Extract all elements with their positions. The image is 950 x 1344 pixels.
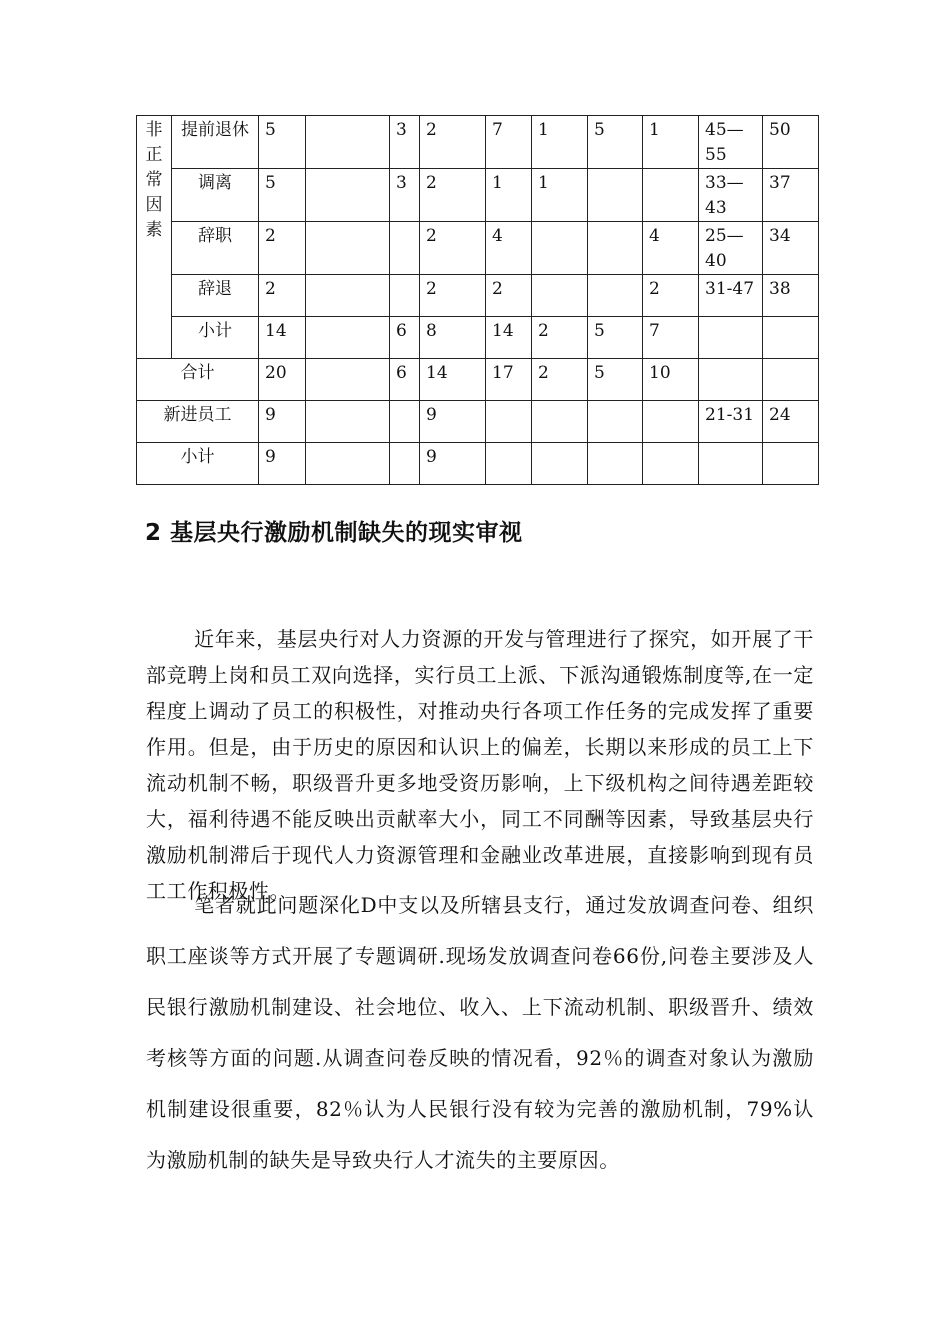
row-label: 小计 (137, 443, 259, 485)
table-cell: 4 (486, 222, 532, 275)
table-cell: 2 (643, 275, 699, 317)
table-cell: 1 (532, 116, 588, 169)
table-row (137, 317, 819, 359)
table-cell (643, 169, 699, 222)
table-row (137, 359, 819, 401)
table-cell (390, 401, 420, 443)
table-cell (588, 222, 643, 275)
table-cell: 8 (420, 317, 486, 359)
table-cell (588, 443, 643, 485)
table-cell (390, 222, 420, 275)
table-cell: 31-47 (699, 275, 763, 317)
table-cell (486, 443, 532, 485)
row-label: 提前退休 (172, 116, 259, 169)
table-cell (306, 401, 390, 443)
table-cell: 34 (763, 222, 819, 275)
table-cell (588, 401, 643, 443)
group-label-char: 素 (145, 220, 163, 240)
table-cell: 3 (390, 169, 420, 222)
row-label: 合计 (137, 359, 259, 401)
table-cell (306, 116, 390, 169)
table-cell: 17 (486, 359, 532, 401)
turnover-table (136, 115, 819, 485)
table-row (137, 443, 819, 485)
table-cell: 9 (259, 443, 306, 485)
paragraph-1 (146, 621, 814, 909)
table-row (137, 401, 819, 443)
table-cell (699, 443, 763, 485)
table-cell (306, 359, 390, 401)
table-cell (306, 443, 390, 485)
paragraph-2 (146, 880, 814, 1186)
table-cell: 50 (763, 116, 819, 169)
table-cell: 14 (259, 317, 306, 359)
table-cell: 10 (643, 359, 699, 401)
group-label-char: 正 (145, 145, 163, 165)
table-cell: 38 (763, 275, 819, 317)
table-cell (588, 275, 643, 317)
group-label-char: 非 (145, 120, 163, 140)
table-cell: 2 (420, 169, 486, 222)
group-label-char: 因 (145, 195, 163, 215)
table-cell: 2 (420, 116, 486, 169)
table-cell: 6 (390, 317, 420, 359)
table-row (137, 222, 819, 275)
table-cell (306, 169, 390, 222)
table-cell (390, 443, 420, 485)
table-cell: 5 (259, 169, 306, 222)
table-cell (532, 222, 588, 275)
table-cell: 6 (390, 359, 420, 401)
table-cell (306, 317, 390, 359)
table-cell: 1 (532, 169, 588, 222)
table-cell (390, 275, 420, 317)
table-cell (763, 443, 819, 485)
table-cell (306, 275, 390, 317)
row-label: 辞退 (172, 275, 259, 317)
row-label: 调离 (172, 169, 259, 222)
table-cell: 2 (259, 222, 306, 275)
table-cell (699, 359, 763, 401)
section-heading: 2 基层央行激励机制缺失的现实审视 (145, 520, 523, 546)
table-cell (763, 359, 819, 401)
table-row (137, 275, 819, 317)
table-cell: 5 (259, 116, 306, 169)
table-body (137, 116, 819, 485)
table-cell: 25—40 (699, 222, 763, 275)
table-cell: 37 (763, 169, 819, 222)
table-cell (588, 169, 643, 222)
table-cell: 2 (532, 359, 588, 401)
table-cell (643, 401, 699, 443)
table-cell: 1 (643, 116, 699, 169)
table-cell: 20 (259, 359, 306, 401)
table-cell: 5 (588, 116, 643, 169)
table-cell (306, 222, 390, 275)
table-cell (532, 401, 588, 443)
table-cell: 3 (390, 116, 420, 169)
table-cell (643, 443, 699, 485)
table-cell: 21-31 (699, 401, 763, 443)
table-cell: 9 (420, 443, 486, 485)
table-cell: 2 (486, 275, 532, 317)
table-cell: 4 (643, 222, 699, 275)
table-cell: 14 (486, 317, 532, 359)
table-cell (532, 275, 588, 317)
table-cell: 9 (259, 401, 306, 443)
table-cell: 2 (532, 317, 588, 359)
table-cell: 7 (643, 317, 699, 359)
table-cell: 1 (486, 169, 532, 222)
table-cell: 9 (420, 401, 486, 443)
table-cell: 5 (588, 317, 643, 359)
table-cell (699, 317, 763, 359)
row-label: 小计 (172, 317, 259, 359)
table-cell: 2 (420, 222, 486, 275)
group-label-char: 常 (145, 170, 163, 190)
row-label: 辞职 (172, 222, 259, 275)
table-cell: 14 (420, 359, 486, 401)
table-cell (763, 317, 819, 359)
table-cell: 2 (259, 275, 306, 317)
paragraph-1-text: 近年来，基层央行对人力资源的开发与管理进行了探究，如开展了干部竞聘上岗和员工双向选择，实行员工上派、下派沟通锻炼制度等,在一定程度上调动了员工的积极性，对推动央行各项工作任务的完成发挥了重要作用。但是，由于历史的原因和认识上的偏差，长期以来形成的员工上下流动机制不畅，职级晋升更多地受资历影响，上下级机构之间待遇差距较大，福利待遇不能反映出贡献率大小，同工不同酬等因素，导致基层央行激励机制滞后于现代人力资源管理和金融业改革进展，直接影响到现有员工工作积极性。 (146, 627, 814, 903)
table-cell (486, 401, 532, 443)
table-cell (532, 443, 588, 485)
table-row (137, 169, 819, 222)
row-label: 新进员工 (137, 401, 259, 443)
table-cell: 5 (588, 359, 643, 401)
table-cell: 2 (420, 275, 486, 317)
table-cell: 45—55 (699, 116, 763, 169)
table-cell: 33—43 (699, 169, 763, 222)
table-cell: 24 (763, 401, 819, 443)
table-cell: 7 (486, 116, 532, 169)
paragraph-2-text: 笔者就此问题深化D中支以及所辖县支行，通过发放调查问卷、组织职工座谈等方式开展了专题调研.现场发放调查问卷66份,问卷主要涉及人民银行激励机制建设、社会地位、收入、上下流动机制、职级晋升、绩效考核等方面的问题.从调查问卷反映的情况看，92％的调查对象认为激励机制建设很重要，82％认为人民银行没有较为完善的激励机制，79%认为激励机制的缺失是导致央行人才流失的主要原因。 (146, 893, 814, 1172)
group-label-cell (137, 116, 172, 359)
table-row (137, 116, 819, 169)
